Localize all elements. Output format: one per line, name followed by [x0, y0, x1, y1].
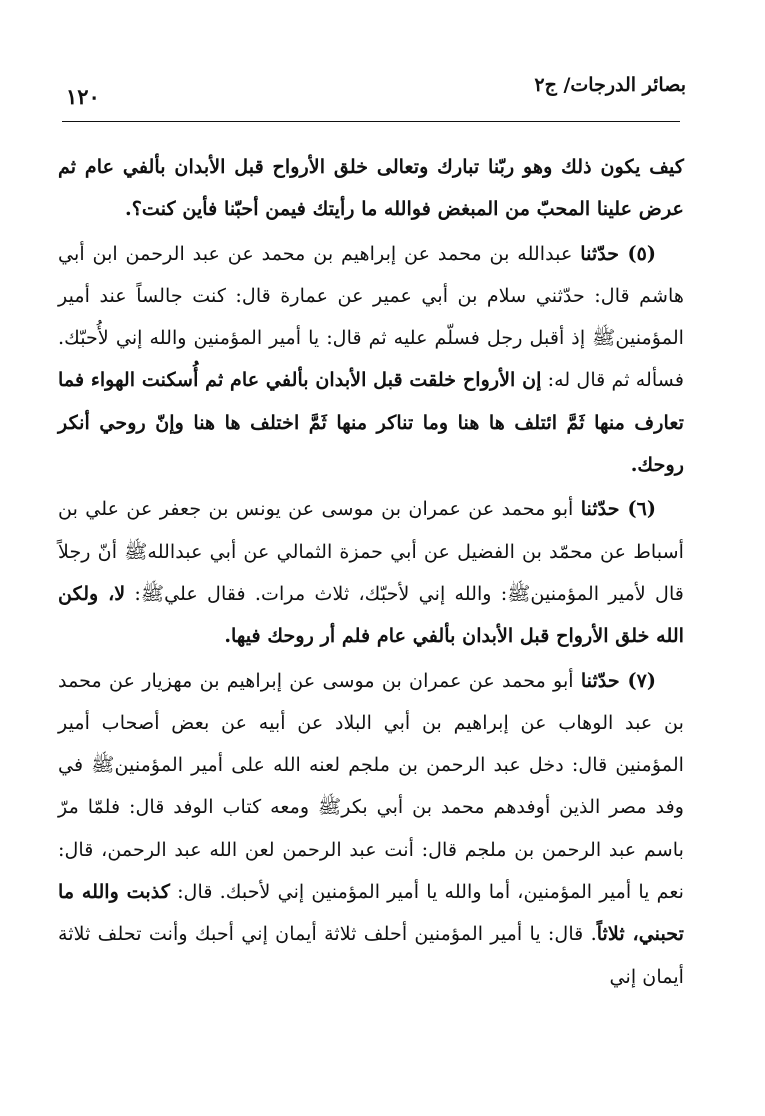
text-segment: كذبت والله ما تحبني، ثلاثاً: [58, 880, 684, 946]
text-segment: عبدالله بن محمد عن إبراهيم بن محمد عن عبد الرحمن ابن أبي هاشم قال: حدّثني سلام بن أبي عمير عن عمارة قال: كنت جالساً عند أمير المؤمنين: [58, 241, 684, 350]
body-text: [58, 146, 684, 998]
honorific-symbol: ﷺ: [91, 753, 115, 777]
hadith-number: (٥) حدّثنا: [580, 241, 656, 265]
text-segment: أبو محمد عن عمران بن موسى عن يونس بن جعفر عن علي بن أسباط عن محمّد بن الفضيل عن أبي حمزة الثمالي عن أبي عبدالله: [58, 497, 684, 563]
hadith-number: (٧) حدّثنا: [580, 668, 656, 692]
text-segment: لا، ولكن الله خلق الأرواح قبل الأبدان بألفي عام فلم أر روحك فيها.: [58, 581, 684, 648]
page-number: ١٢٠: [66, 84, 100, 109]
text-segment: إن الأرواح خلقت قبل الأبدان بألفي عام ثم أُسكنت الهواء فما تعارف منها ثَمَّ ائتلف ها هنا وما تناكر منها ثَمَّ اختلف ها هنا وإنّ روحي أنكر روحك.: [58, 368, 684, 477]
paragraph-hadith-6: [58, 488, 684, 657]
running-title: بصائر الدرجات/ ج٢: [534, 74, 686, 96]
text-segment: . قال: يا أمير المؤمنين أحلف ثلاثة أيمان إني أحبك وأنت تحلف ثلاثة أيمان إني: [58, 922, 684, 988]
text-segment: : والله إني لأحبّك، ثلاث مرات. فقال علي: [164, 581, 508, 605]
honorific-symbol: ﷺ: [318, 795, 342, 819]
paragraph-continuation: [58, 146, 684, 231]
text-segment: أبو محمد عن عمران بن موسى عن إبراهيم بن مهزيار عن محمد بن عبد الوهاب عن إبراهيم بن أبي البلاد عن أبيه عن بعض أصحاب أمير المؤمنين قال: دخل عبد الرحمن بن ملجم لعنه الله على أمير المؤمنين: [58, 668, 685, 777]
text-segment: :: [125, 581, 141, 605]
hadith-number: (٦) حدّثنا: [580, 497, 657, 521]
honorific-symbol: ﷺ: [592, 326, 616, 350]
paragraph-hadith-5: [58, 233, 684, 487]
honorific-symbol: ﷺ: [124, 539, 148, 563]
header-divider: [62, 121, 680, 122]
text-segment: كيف يكون ذلك وهو ربّنا تبارك وتعالى خلق الأرواح قبل الأبدان بألفي عام ثم عرض علينا المحبّ من المبغض فوالله ما رأيتك فيمن أحبّنا فأين كنت؟.: [58, 155, 684, 221]
text-segment: في وفد مصر الذين أوفدهم محمد بن أبي بكر: [58, 753, 685, 819]
honorific-symbol: ﷺ: [507, 581, 531, 605]
text-segment: ومعه كتاب الوفد قال: فلمّا مرّ باسم عبد الرحمن بن ملجم قال: أنت عبد الرحمن لعن الله عبد الرحمن، قال: نعم يا أمير المؤمنين، أما والله يا أمير المؤمنين إني لأحبك. قال:: [58, 795, 684, 904]
text-segment: إذ أقبل رجل فسلّم عليه ثم قال: يا أمير المؤمنين والله إني لأُحبّك. فسأله ثم قال له:: [58, 326, 684, 392]
honorific-symbol: ﷺ: [140, 581, 165, 605]
page-header: [62, 70, 686, 116]
text-segment: أنّ رجلاً قال لأمير المؤمنين: [58, 539, 684, 605]
paragraph-hadith-7: [58, 660, 684, 998]
